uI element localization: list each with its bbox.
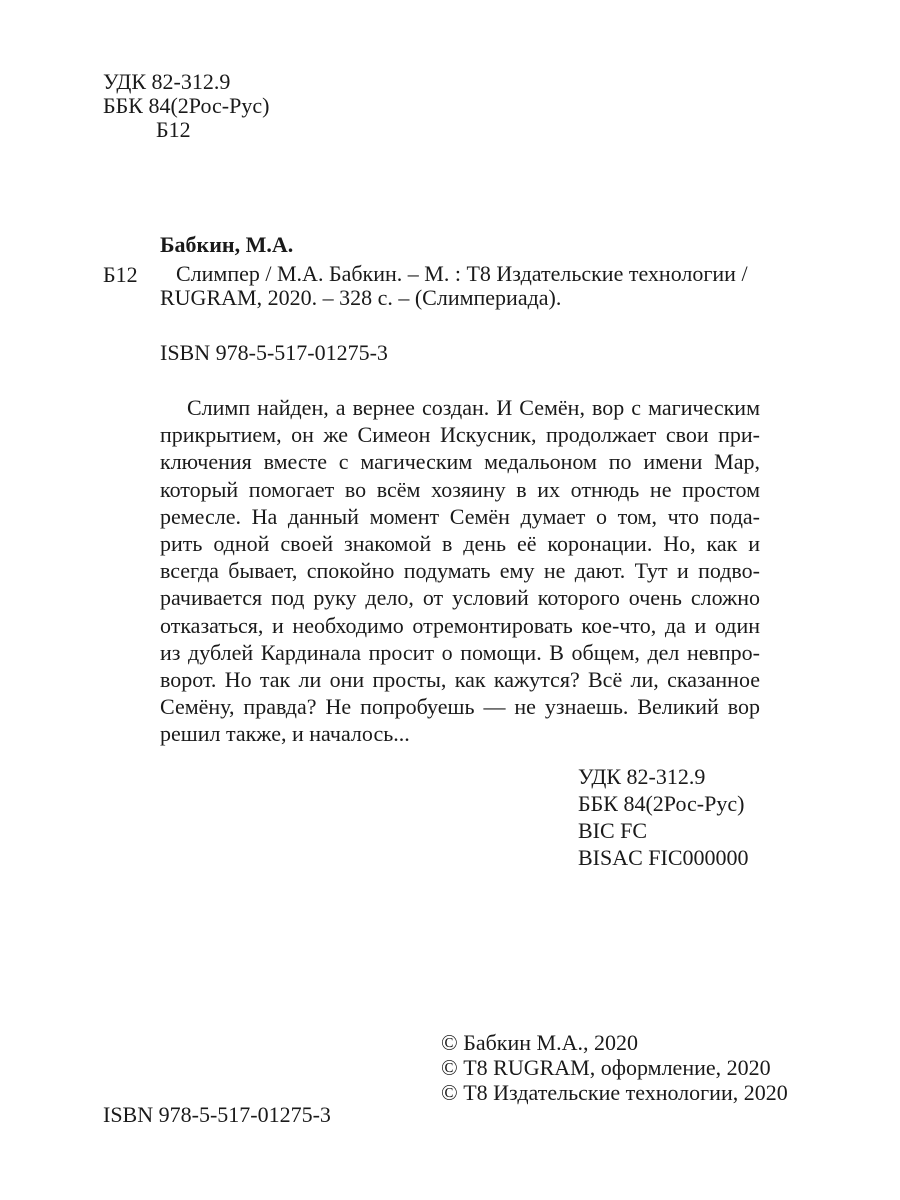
annotation-line: ремесле. На данный момент Семён думает о том, что пода- <box>160 503 760 529</box>
bibliographic-author-mark: Б12 <box>103 262 138 287</box>
annotation-line: рить одной своей знакомой в день её коронации. Но, как и <box>160 530 760 556</box>
udk-code: УДК 82-312.9 <box>103 69 231 94</box>
isbn-bottom: ISBN 978-5-517-01275-3 <box>103 1102 331 1127</box>
bbk-code: ББК 84(2Рос-Рус) <box>103 93 270 118</box>
annotation-line: из дублей Кардинала просит о помощи. В общем, дел невпро- <box>160 639 760 665</box>
bibliographic-line-2: RUGRAM, 2020. – 328 с. – (Слимпериада). <box>160 285 562 310</box>
classification-right-block <box>578 763 749 871</box>
bisac-code: BISAC FIC000000 <box>578 845 749 870</box>
bic-code: BIC FC <box>578 818 648 843</box>
classification-block <box>103 70 269 142</box>
bbk-code-right: ББК 84(2Рос-Рус) <box>578 791 745 816</box>
annotation-line: который помогает во всём хозяину в их отнюдь не простом <box>160 476 760 502</box>
annotation-line: Слимп найден, а вернее создан. И Семён, вор с магическим <box>187 395 760 420</box>
author-name: Бабкин, М.А. <box>160 232 294 257</box>
copyright-design: © Т8 RUGRAM, оформление, 2020 <box>441 1055 771 1080</box>
copyright-publisher: © Т8 Издательские технологии, 2020 <box>441 1080 788 1105</box>
annotation-line: ворот. Но так ли они просты, как кажутся? Всё ли, сказанное <box>160 666 760 692</box>
author-mark: Б12 <box>156 117 191 142</box>
annotation-line: ключения вместе с магическим медальоном по имени Мар, <box>160 449 760 475</box>
bibliographic-description <box>160 261 748 310</box>
udk-code-right: УДК 82-312.9 <box>578 764 706 789</box>
isbn-top: ISBN 978-5-517-01275-3 <box>160 340 388 365</box>
bibliographic-line-1: Слимпер / М.А. Бабкин. – М. : Т8 Издательские технологии / <box>176 261 748 286</box>
annotation <box>160 394 760 747</box>
annotation-line: рачивается под руку дело, от условий которого очень сложно <box>160 585 760 611</box>
copyright-block <box>441 1030 788 1105</box>
annotation-line: отказаться, и необходимо отремонтировать кое-что, да и один <box>160 612 760 638</box>
annotation-line: решил также, и началось... <box>160 721 410 747</box>
copyright-author: © Бабкин М.А., 2020 <box>441 1030 638 1055</box>
annotation-line: прикрытием, он же Симеон Искусник, продолжает свои при- <box>160 422 760 448</box>
annotation-line: всегда бывает, спокойно подумать ему не дают. Тут и подво- <box>160 558 760 584</box>
annotation-line: Семёну, правда? Не попробуешь — не узнаешь. Великий вор <box>160 694 760 720</box>
